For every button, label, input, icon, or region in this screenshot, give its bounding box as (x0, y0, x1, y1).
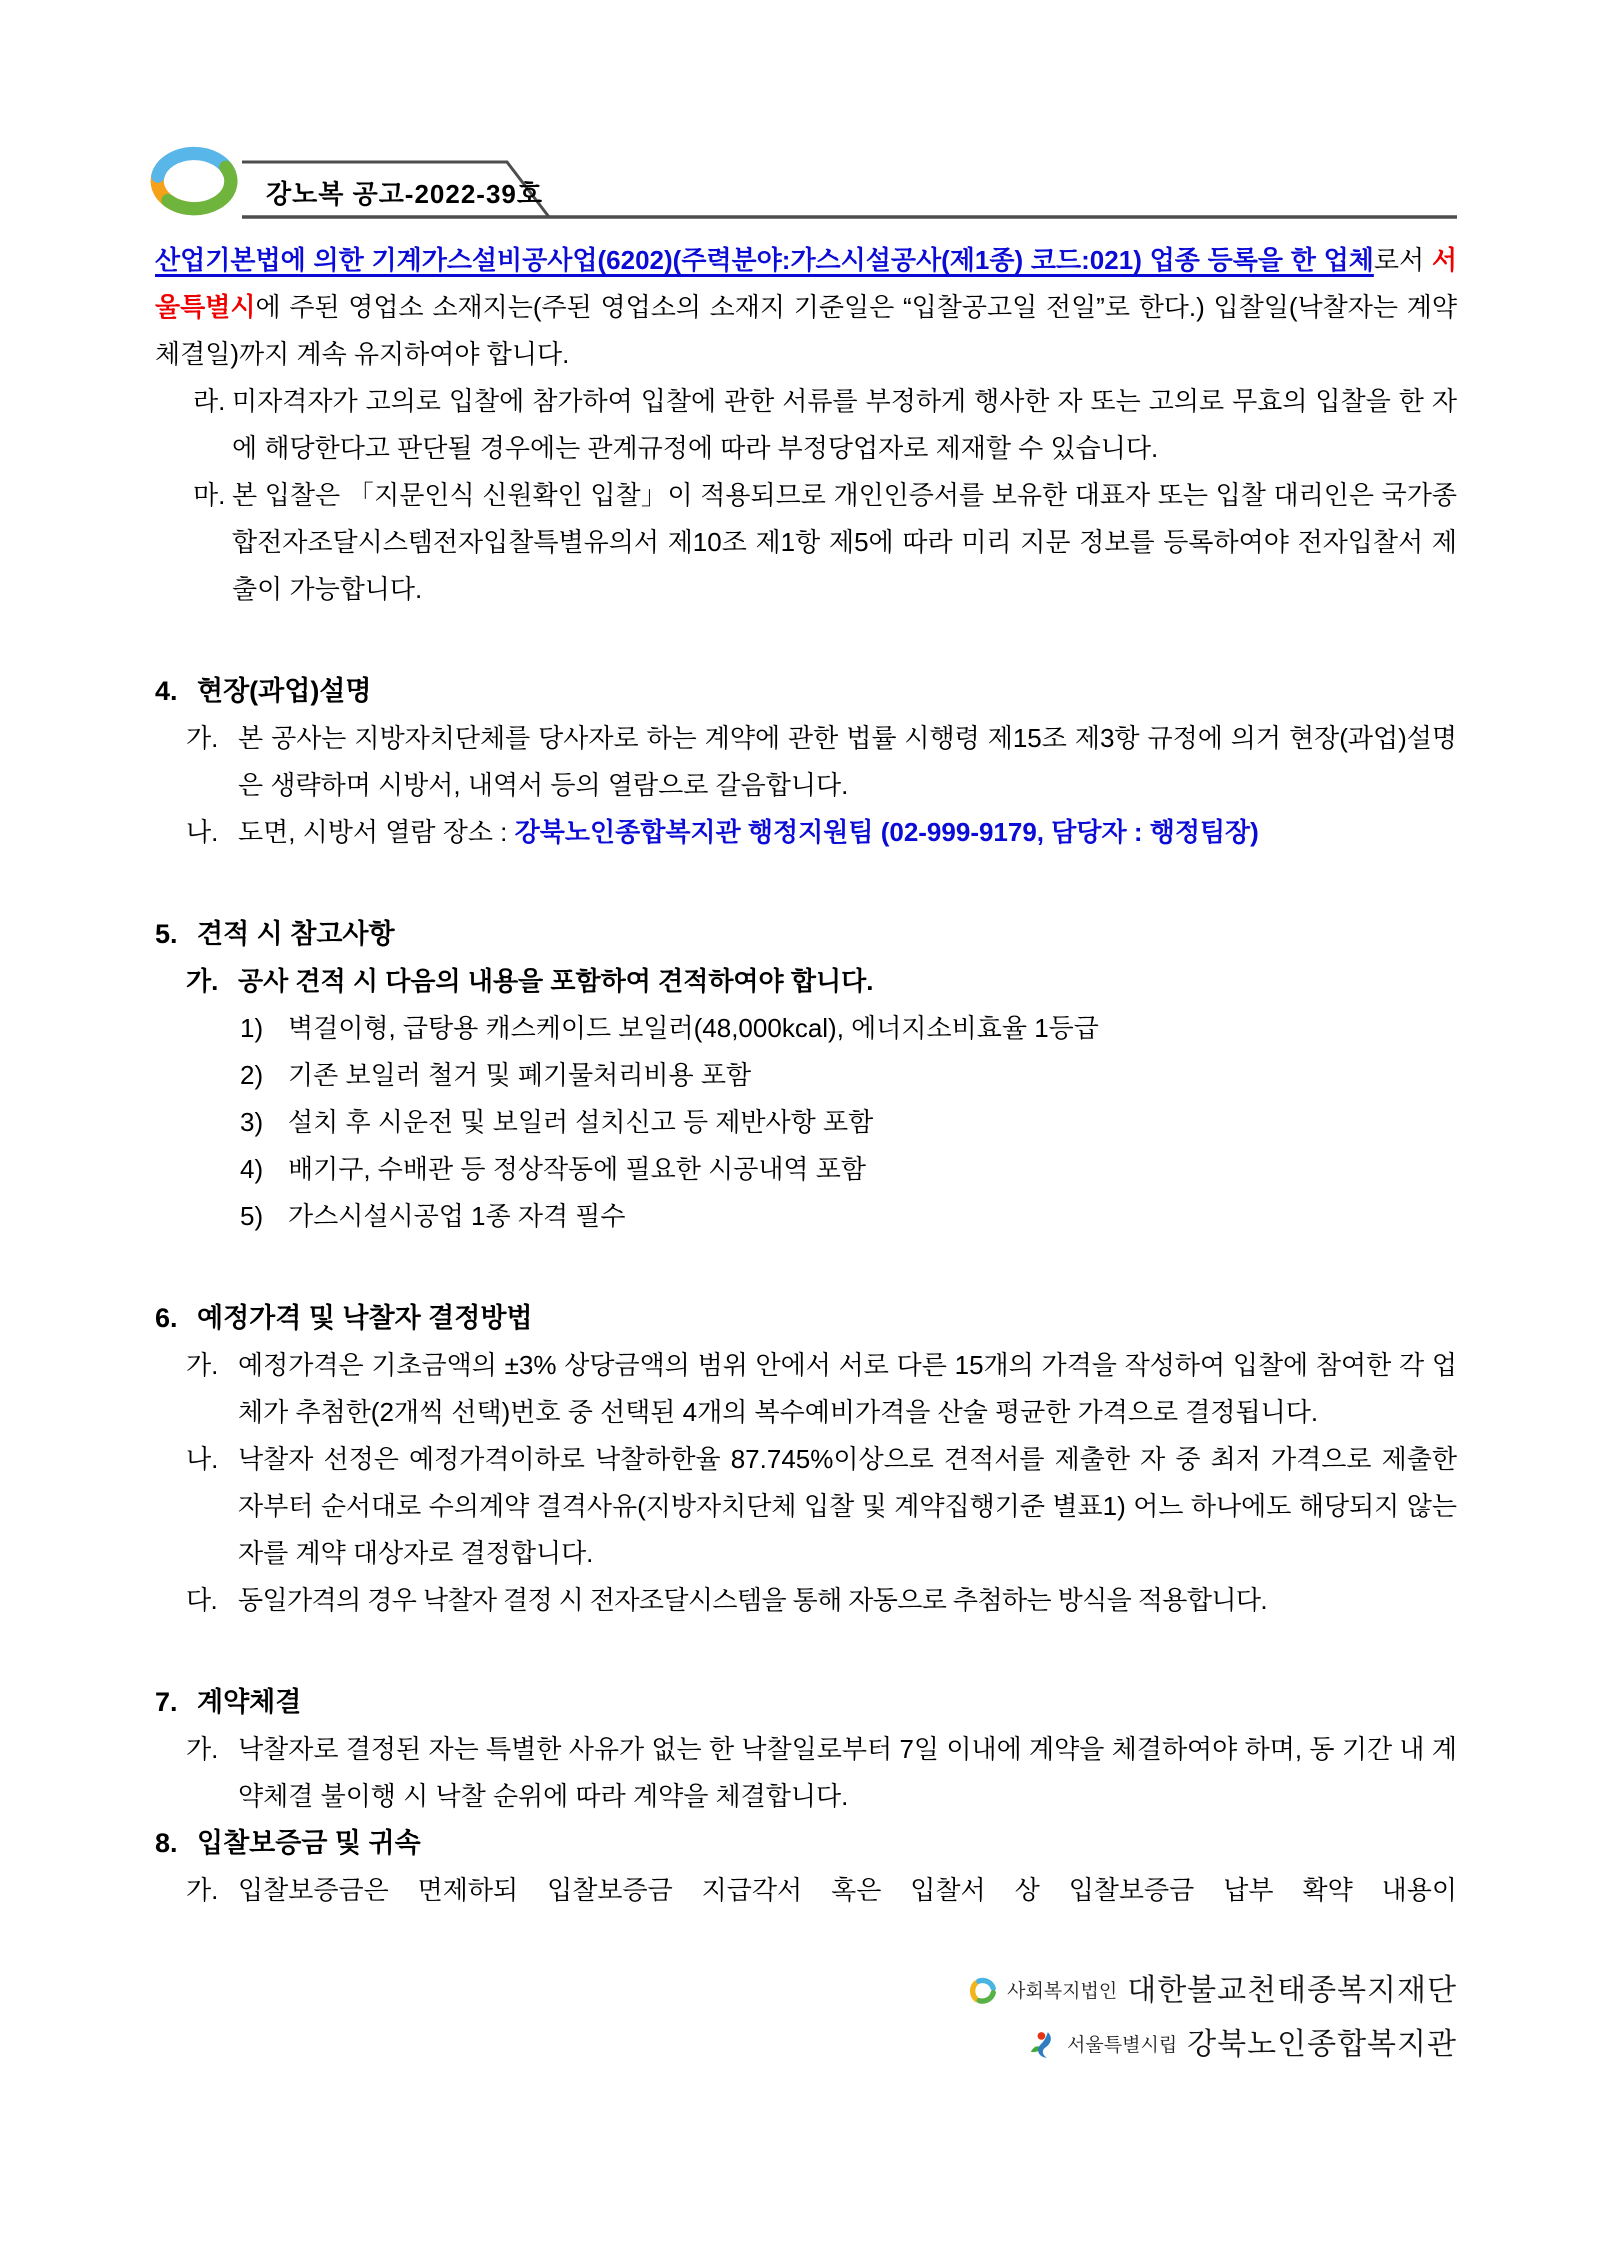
section-number: 8. (155, 1828, 178, 1858)
item-marker: 3) (240, 1107, 264, 1137)
item-text: 예정가격은 기초금액의 ±3% 상당금액의 범위 안에서 서로 다른 15개의 가격을 작성하여 입찰에 참여한 각 업체가 추첨한(2개씩 선택)번호 중 선택된 4개의 복수예비가격을 산술 평균한 가격으로 결정됩니다. (238, 1350, 1457, 1427)
section-5-subitem-5 (240, 1193, 1457, 1240)
item-marker: 나. (186, 817, 219, 847)
item-marker: 가. (186, 966, 219, 996)
intro-red-text: 서울특별시 (155, 245, 1457, 322)
section-5-item-ga (186, 958, 1457, 1005)
section-6-item-da (186, 1577, 1457, 1624)
item-text: 배기구, 수배관 등 정상작동에 필요한 시공내역 포함 (288, 1154, 867, 1184)
section-heading-5 (155, 911, 1457, 958)
item-marker: 나. (186, 1444, 219, 1474)
intro-paragraph (155, 237, 1457, 378)
item-marker: 가. (186, 1734, 219, 1764)
section-4-item-na (186, 809, 1457, 856)
viewing-location-highlight: 강북노인종합복지관 행정지원팀 (02-999-9179, 담당자 : 행정팀장) (514, 817, 1259, 847)
item-text: 입찰보증금은 면제하되 입찰보증금 지급각서 혹은 입찰서 상 입찰보증금 납부 확약 내용이 (238, 1875, 1457, 1905)
section-title: 견적 시 참고사항 (197, 919, 395, 949)
item-marker: 라. (193, 386, 226, 416)
section-title: 현장(과업)설명 (197, 676, 372, 706)
item-marker: 다. (186, 1585, 218, 1615)
org-type-label: 서울특별시립 (1067, 2034, 1178, 2056)
section-heading-7 (155, 1679, 1457, 1726)
section-5-subitem-1 (240, 1005, 1457, 1052)
section-number: 4. (155, 676, 178, 706)
item-marker: 가. (186, 1875, 219, 1905)
item-marker: 5) (240, 1201, 264, 1231)
org-name: 대한불교천태종복지재단 (1127, 1974, 1457, 2007)
item-marker: 4) (240, 1154, 264, 1184)
item-text: 설치 후 시운전 및 보일러 설치신고 등 제반사항 포함 (288, 1107, 874, 1137)
org-name: 강북노인종합복지관 (1187, 2028, 1457, 2061)
item-text: 공사 견적 시 다음의 내용을 포함하여 견적하여야 합니다. (238, 966, 874, 996)
item-marker: 2) (240, 1060, 264, 1090)
section-heading-6 (155, 1295, 1457, 1342)
item-text: 도면, 시방서 열람 장소 : (238, 817, 515, 847)
item-text: 기존 보일러 철거 및 폐기물처리비용 포함 (288, 1060, 752, 1090)
item-text: 낙찰자로 결정된 자는 특별한 사유가 없는 한 낙찰일로부터 7일 이내에 계약을 체결하여야 하며, 동 기간 내 계약체결 불이행 시 낙찰 순위에 따라 계약을 체결합니다. (238, 1734, 1457, 1811)
section-7-item-ga (186, 1726, 1457, 1820)
intro-blue-underlined-text: 산업기본법에 의한 기계가스설비공사업(6202)(주력분야:가스시설공사(제1종) 코드:021) 업종 등록을 한 업체 (155, 245, 1374, 275)
intro-plain-text-1: 로서 (1373, 245, 1432, 275)
section-6-item-na (186, 1436, 1457, 1577)
item-marker: 마. (193, 480, 226, 510)
section-5-subitem-3 (240, 1099, 1457, 1146)
section-8-item-ga (186, 1867, 1457, 1914)
item-text: 낙찰자 선정은 예정가격이하로 낙찰하한율 87.745%이상으로 견적서를 제출한 자 중 최저 가격으로 제출한 자부터 순서대로 수의계약 결격사유(지방자치단체 입찰 및 계약집행기준 별표1) 어느 하나에도 해당되지 않는 자를 계약 대상자로 결정합니다. (238, 1444, 1457, 1568)
org-type-label: 사회복지법인 (1007, 1980, 1118, 2002)
seoul-city-logo-icon (1028, 2029, 1058, 2061)
section-title: 예정가격 및 낙찰자 결정방법 (197, 1303, 533, 1333)
item-text: 본 공사는 지방자치단체를 당사자로 하는 계약에 관한 법률 시행령 제15조 제3항 규정에 의거 현장(과업)설명은 생략하며 시방서, 내역서 등의 열람으로 갈음합니다. (238, 723, 1457, 800)
section-number: 6. (155, 1303, 178, 1333)
list-item-ma (193, 472, 1457, 613)
section-title: 입찰보증금 및 귀속 (197, 1828, 421, 1858)
section-heading-4 (155, 668, 1457, 715)
item-text: 미자격자가 고의로 입찰에 참가하여 입찰에 관한 서류를 부정하게 행사한 자 또는 고의로 무효의 입찰을 한 자에 해당한다고 판단될 경우에는 관계규정에 따라 부정당업자로 제재할 수 있습니다. (232, 386, 1457, 463)
section-5-subitem-4 (240, 1146, 1457, 1193)
section-6-item-ga (186, 1342, 1457, 1436)
section-title: 계약체결 (197, 1687, 302, 1717)
section-number: 7. (155, 1687, 178, 1717)
item-marker: 가. (186, 723, 219, 753)
section-number: 5. (155, 919, 178, 949)
section-5-subitem-2 (240, 1052, 1457, 1099)
section-heading-8 (155, 1820, 1457, 1867)
footer-org-center (1028, 2020, 1457, 2070)
item-text: 동일가격의 경우 낙찰자 결정 시 전자조달시스템을 통해 자동으로 추첨하는 방식을 적용합니다. (238, 1585, 1267, 1615)
foundation-ring-logo-icon (968, 1976, 998, 2006)
footer-org-foundation (968, 1966, 1457, 2016)
item-marker: 가. (186, 1350, 219, 1380)
item-text: 가스시설시공업 1종 자격 필수 (288, 1201, 626, 1231)
section-4-item-ga (186, 715, 1457, 809)
item-text: 벽걸이형, 급탕용 캐스케이드 보일러(48,000kcal), 에너지소비효율 1등급 (288, 1013, 1099, 1043)
item-text: 본 입찰은 「지문인식 신원확인 입찰」이 적용되므로 개인인증서를 보유한 대표자 또는 입찰 대리인은 국가종합전자조달시스템전자입찰특별유의서 제10조 제1항 제5에 따라 미리 지문 정보를 등록하여야 전자입찰서 제출이 가능합니다. (232, 480, 1457, 604)
intro-plain-text-2: 에 주된 영업소 소재지는(주된 영업소의 소재지 기준일은 “입찰공고일 전일”로 한다.) 입찰일(낙찰자는 계약체결일)까지 계속 유지하여야 합니다. (155, 292, 1457, 369)
list-item-ra (193, 378, 1457, 472)
item-marker: 1) (240, 1013, 264, 1043)
notice-number: 강노복 공고-2022-39호 (266, 179, 543, 209)
footer-organizations (155, 1966, 1457, 2070)
